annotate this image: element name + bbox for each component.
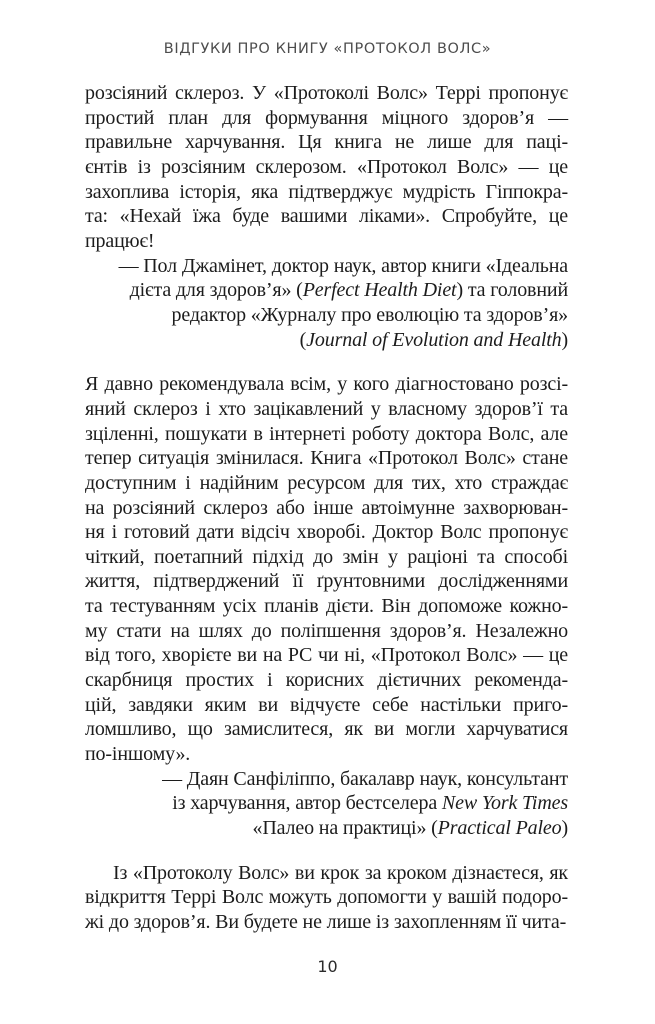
text-line: відкриття Террі Волс можуть допомогти у вашій подоро- <box>85 886 568 909</box>
italic-title: Practical Paleo <box>437 817 562 840</box>
attribution <box>85 767 568 841</box>
page-number: 10 <box>317 957 338 976</box>
text-line: захоплива історія, яка підтверджує мудрість Гіппокра- <box>85 180 568 203</box>
running-header: ВІДГУКИ ПРО КНИГУ «ПРОТОКОЛ ВОЛС» <box>163 41 492 57</box>
text-line: — Даян Санфіліппо, бакалавр наук, консультант <box>162 767 568 790</box>
paragraph <box>85 81 568 254</box>
text-line: му стати на шлях до поліпшення здоров’я. Незалежно <box>85 619 568 642</box>
text-line: жі до здоров’я. Ви будете не лише із захопленням її чита- <box>85 911 567 933</box>
text-line: Я давно рекомендувала всім, у кого діагностовано розсі- <box>85 373 568 396</box>
text-line: Із «Протоколу Волс» ви крок за кроком дізнаєтеся, як <box>113 861 568 884</box>
text-line: правильне харчування. Ця книга не лише для паці- <box>85 131 568 154</box>
text-line: ломшливо, що замислитеся, як ви могли харчуватися <box>85 718 568 741</box>
text-line: ня і готовий дати відсіч хворобі. Доктор Волс пропонує <box>85 521 568 544</box>
paragraph <box>85 372 568 767</box>
text-line: життя, підтверджений її ґрунтовними дослідженнями <box>85 570 568 593</box>
text-line: цій, завдяки яким ви відчуєте себе настільки приго- <box>85 693 568 716</box>
italic-title: New York Times <box>441 792 568 815</box>
text-line: тепер ситуація змінилася. Книга «Протокол Волс» стане <box>85 447 568 470</box>
text-line: — Пол Джамінет, доктор наук, автор книги «Ідеальна <box>118 254 568 277</box>
italic-title: Perfect Health Diet <box>302 279 457 302</box>
text-line: та: «Нехай їжа буде вашими ліками». Спробуйте, це <box>85 205 568 228</box>
text-line: та тестуванням усіх планів дієти. Він допоможе кожно- <box>85 595 568 618</box>
text-line: редактор «Журналу про еволюцію та здоров’я» <box>171 303 568 326</box>
text-line: (Journal of Evolution and Health) <box>299 328 568 351</box>
text-line: єнтів із розсіяним склерозом. «Протокол Волс» — це <box>85 155 568 178</box>
text-block <box>85 81 568 935</box>
text-line: із харчування, автор бестселера New York Times <box>172 792 568 815</box>
text-line: працює! <box>85 229 155 252</box>
text-line: чіткий, поетапний підхід до змін у раціоні та способі <box>85 545 568 568</box>
paragraph <box>85 861 568 935</box>
text-line: розсіяний склероз. У «Протоколі Волс» Террі пропонує <box>85 82 568 104</box>
text-line: від того, хворієте ви на РС чи ні, «Протокол Волс» — це <box>85 644 568 667</box>
text-line: дієта для здоров’я» (Perfect Health Diet) та головний <box>129 279 568 302</box>
attribution <box>85 254 568 353</box>
text-line: доступним і надійним ресурсом для тих, хто страждає <box>85 471 568 494</box>
text-line: зціленні, пошукати в інтернеті роботу доктора Волс, але <box>85 422 568 445</box>
text-line: на розсіяний склероз або інше автоімунне захворюван- <box>85 496 568 519</box>
text-line: «Палео на практиці» (Practical Paleo) <box>252 817 568 840</box>
text-line: по-іншому». <box>85 743 191 766</box>
italic-title: Journal of Evolution and Health <box>306 328 562 351</box>
text-line: простий план для формування міцного здоров’я — <box>85 106 568 129</box>
text-line: яний склероз і хто зацікавлений у власному здоров’ї та <box>85 397 568 420</box>
text-line: скарбниця простих і корисних дієтичних рекоменда- <box>85 669 568 692</box>
